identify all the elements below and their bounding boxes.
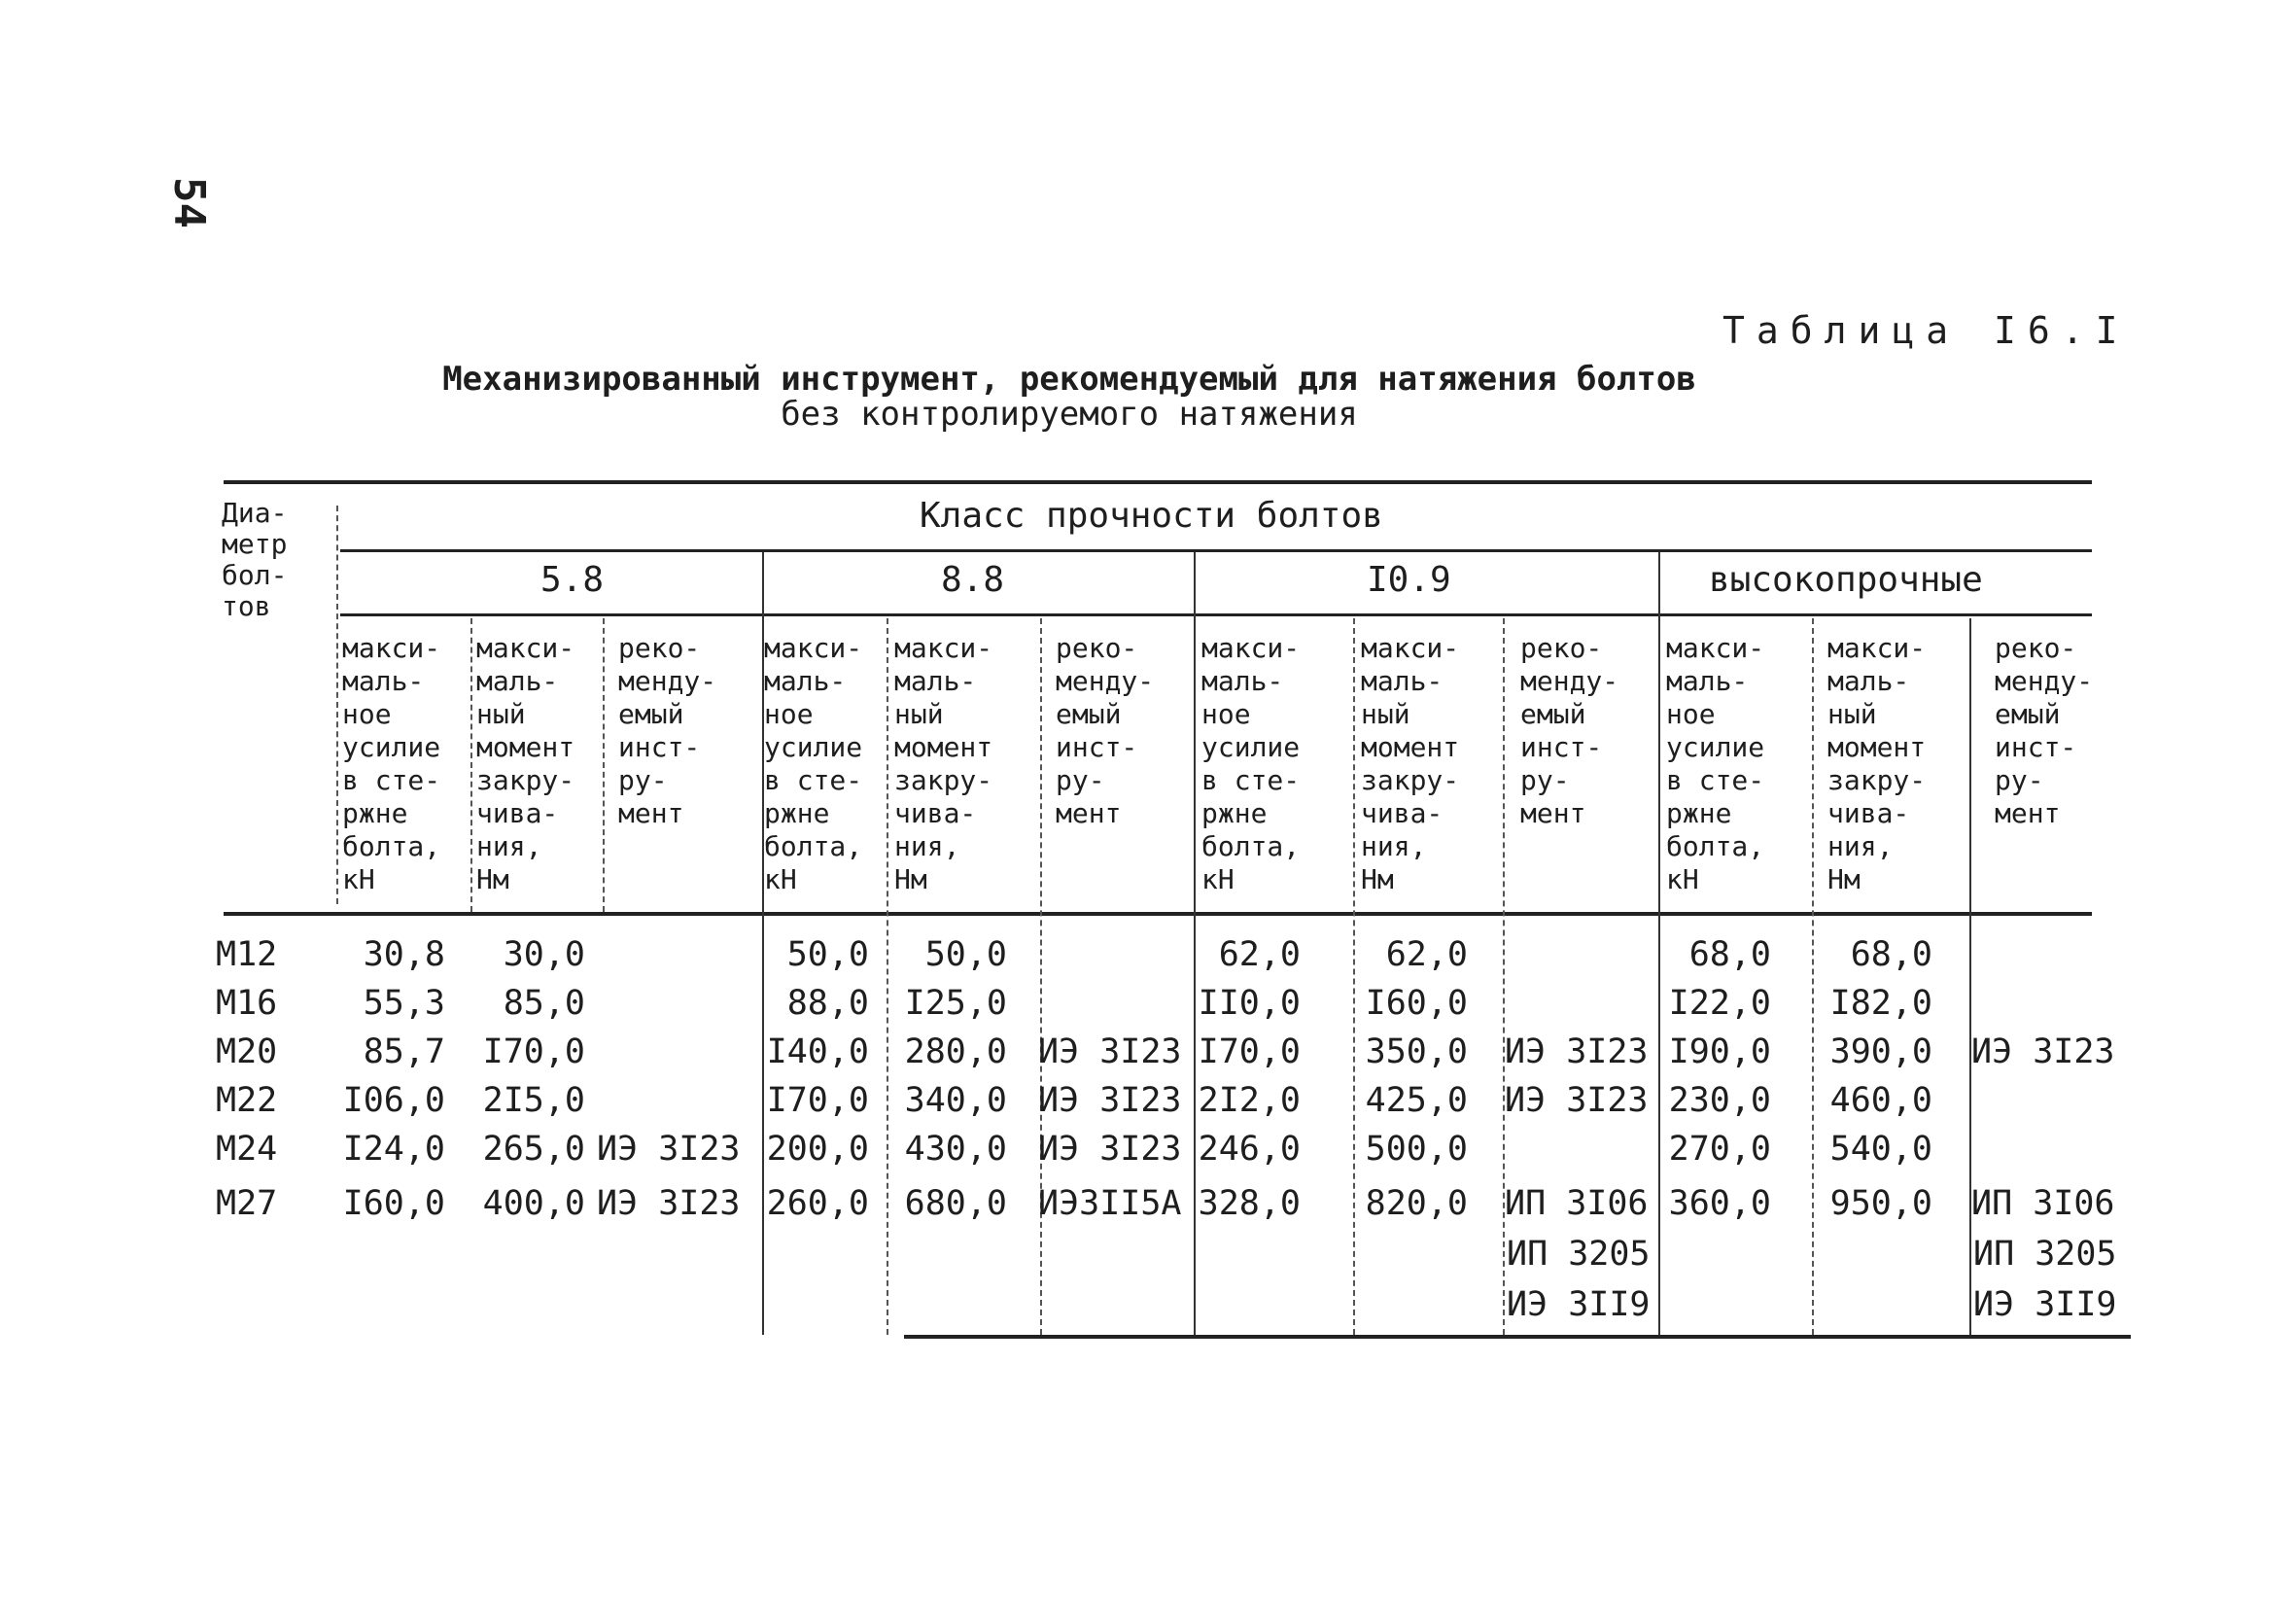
table-top-rule (224, 480, 2092, 484)
table-cell: I25,0 (904, 984, 1007, 1023)
page-number: 54 (164, 177, 214, 228)
table-cell: I82,0 (1829, 984, 1932, 1023)
table-cell: 390,0 (1829, 1032, 1932, 1071)
col-separator-1 (470, 618, 472, 912)
table-cell: ИП 3I06 (1971, 1184, 2115, 1223)
table-cell: 350,0 (1365, 1032, 1468, 1071)
class-title-rule (340, 549, 2092, 552)
col-header-force-8-8: макси- маль- ное усилие в сте- ржне болта, кН (764, 632, 863, 895)
table-cell: 360,0 (1668, 1184, 1771, 1223)
extra-tool-high-b: ИЭ 3II9 (1973, 1285, 2117, 1324)
table-cell: 55,3 (363, 984, 445, 1023)
col-header-force-10-9: макси- маль- ное усилие в сте- ржне болта, кН (1201, 632, 1301, 895)
col-header-tool-5-8: реко- менду- емый инст- ру- мент (618, 632, 717, 829)
table-title (292, 362, 1847, 432)
extra-tool-10-9-a: ИП 3205 (1507, 1235, 1651, 1274)
col-header-tool-8-8: реко- менду- емый инст- ру- мент (1056, 632, 1155, 829)
table-cell: 680,0 (904, 1184, 1007, 1223)
table-cell: I24,0 (342, 1130, 445, 1169)
diameter-header: Диа- метр бол- тов (222, 497, 288, 622)
table-cell: 50,0 (924, 935, 1007, 974)
table-cell: 30,8 (363, 935, 445, 974)
col-separator-5 (1353, 618, 1355, 1335)
row-diameter: М12 (216, 935, 278, 974)
col-separator-4 (1040, 618, 1042, 1335)
table-cell: 340,0 (904, 1081, 1007, 1120)
col-header-moment-5-8: макси- маль- ный момент закру- чива- ния, Нм (476, 632, 575, 895)
table-cell: 200,0 (766, 1130, 869, 1169)
table-cell: 540,0 (1829, 1130, 1932, 1169)
table-cell: 270,0 (1668, 1130, 1771, 1169)
table-cell: 62,0 (1218, 935, 1301, 974)
col-header-moment-8-8: макси- маль- ный момент закру- чива- ния, Нм (894, 632, 993, 895)
table-cell: ИЭ 3I23 (597, 1184, 741, 1223)
col-separator-2 (603, 618, 605, 912)
col-separator-8 (1969, 618, 1971, 1335)
table-cell: I06,0 (342, 1081, 445, 1120)
extra-tool-10-9-b: ИЭ 3II9 (1507, 1285, 1651, 1324)
row-diameter: М22 (216, 1081, 278, 1120)
table-bottom-rule (904, 1335, 2131, 1339)
table-cell: 88,0 (786, 984, 869, 1023)
class-10-9: I0.9 (1367, 560, 1451, 600)
table-cell: 246,0 (1198, 1130, 1301, 1169)
table-cell: I22,0 (1668, 984, 1771, 1023)
extra-tool-high-a: ИП 3205 (1973, 1235, 2117, 1274)
table-cell: ИЭ 3I23 (597, 1130, 741, 1169)
table-cell: I70,0 (1198, 1032, 1301, 1071)
table-cell: I90,0 (1668, 1032, 1771, 1071)
table-cell: I70,0 (482, 1032, 585, 1071)
table-cell: 260,0 (766, 1184, 869, 1223)
table-cell: 430,0 (904, 1130, 1007, 1169)
class-5-8: 5.8 (540, 560, 605, 600)
table-cell: 950,0 (1829, 1184, 1932, 1223)
table-cell: 328,0 (1198, 1184, 1301, 1223)
table-cell: 68,0 (1688, 935, 1771, 974)
table-cell: ИЭ 3I23 (1038, 1081, 1182, 1120)
table-cell: I60,0 (342, 1184, 445, 1223)
row-diameter: М27 (216, 1184, 278, 1223)
table-cell: ИЭ 3I23 (1038, 1032, 1182, 1071)
row-diameter: М20 (216, 1032, 278, 1071)
table-cell: 500,0 (1365, 1130, 1468, 1169)
col-header-force-5-8: макси- маль- ное усилие в сте- ржне болта, кН (342, 632, 441, 895)
table-cell: ИЭ 3I23 (1505, 1032, 1649, 1071)
diameter-column-separator (336, 506, 338, 904)
title-line-1: Механизированный инструмент, рекомендуемый для натяжения болтов (442, 360, 1696, 399)
table-cell: 425,0 (1365, 1081, 1468, 1120)
table-cell: 68,0 (1850, 935, 1932, 974)
class-number-rule (340, 613, 2092, 616)
col-header-moment-high: макси- маль- ный момент закру- чива- ния, Нм (1827, 632, 1927, 895)
col-header-tool-high: реко- менду- емый инст- ру- мент (1995, 632, 2094, 829)
col-header-tool-10-9: реко- менду- емый инст- ру- мент (1520, 632, 1619, 829)
table-cell: 230,0 (1668, 1081, 1771, 1120)
table-cell: ИЭ3II5А (1038, 1184, 1182, 1223)
title-line-2: без контролируемого натяжения (781, 395, 1358, 434)
col-separator-6 (1503, 618, 1505, 1335)
table-cell: 265,0 (482, 1130, 585, 1169)
col-separator-7 (1812, 618, 1814, 1335)
table-cell: I70,0 (766, 1081, 869, 1120)
table-cell: 85,0 (503, 984, 585, 1023)
table-cell: 2I2,0 (1198, 1081, 1301, 1120)
table-cell: ИП 3I06 (1505, 1184, 1649, 1223)
table-cell: 280,0 (904, 1032, 1007, 1071)
table-cell: ИЭ 3I23 (1505, 1081, 1649, 1120)
table-cell: 85,7 (363, 1032, 445, 1071)
col-header-force-high: макси- маль- ное усилие в сте- ржне болта, кН (1666, 632, 1765, 895)
table-cell: 62,0 (1385, 935, 1468, 974)
table-cell: 400,0 (482, 1184, 585, 1223)
row-diameter: М24 (216, 1130, 278, 1169)
class-title: Класс прочности болтов (920, 496, 1383, 536)
table-cell: 460,0 (1829, 1081, 1932, 1120)
col-header-moment-10-9: макси- маль- ный момент закру- чива- ния, Нм (1361, 632, 1460, 895)
table-cell: I60,0 (1365, 984, 1468, 1023)
table-label: Таблица I6.I (1722, 309, 2130, 352)
table-cell: II0,0 (1198, 984, 1301, 1023)
row-diameter: М16 (216, 984, 278, 1023)
table-cell: 2I5,0 (482, 1081, 585, 1120)
table-cell: ИЭ 3I23 (1038, 1130, 1182, 1169)
table-cell: 50,0 (786, 935, 869, 974)
table-cell: 30,0 (503, 935, 585, 974)
table-cell: 820,0 (1365, 1184, 1468, 1223)
class-8-8: 8.8 (941, 560, 1005, 600)
col-separator-3 (887, 618, 888, 1335)
class-high-strength: высокопрочные (1709, 560, 1983, 600)
table-cell: I40,0 (766, 1032, 869, 1071)
table-cell: ИЭ 3I23 (1971, 1032, 2115, 1071)
